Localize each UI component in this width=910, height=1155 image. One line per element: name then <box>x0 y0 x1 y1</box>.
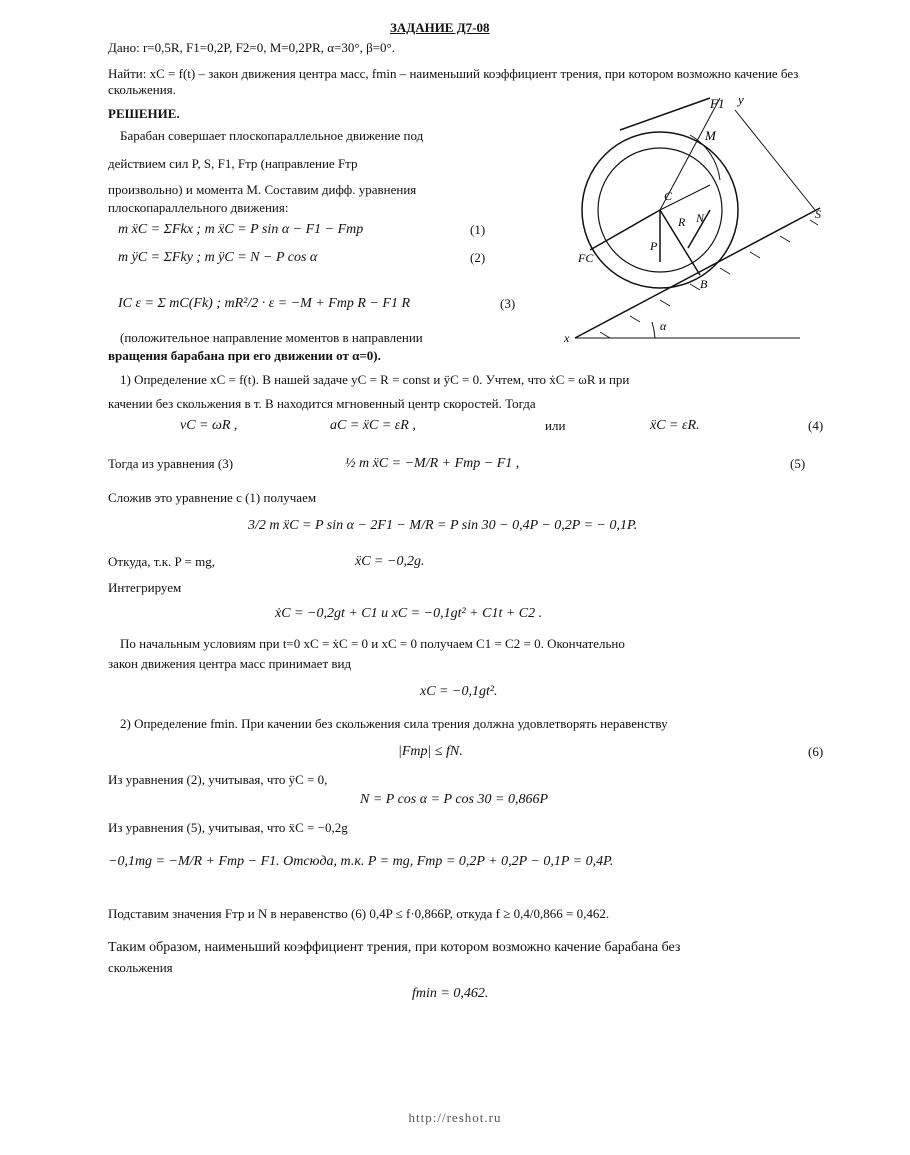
hence-equation: ẍC = −0,2g. <box>355 554 425 569</box>
intro-line-3: произвольно) и момента M. Составим дифф. уравнения <box>108 182 417 197</box>
label-p: P <box>650 239 658 253</box>
label-r: R <box>678 215 686 229</box>
conclusion-line-1: Таким образом, наименьший коэффициент трения, при котором возможно качение барабана без <box>108 940 681 955</box>
init-line-2: закон движения центра масс принимает вид <box>108 656 352 671</box>
init-line-1: По начальным условиям при t=0 xC = ẋC = 0 и xC = 0 получаем C1 = C2 = 0. Окончательно <box>120 636 625 651</box>
intro-line-2: действием сил P, S, F1, Fтр (направление Fтр <box>108 156 358 171</box>
normal-equation: N = P cos α = P cos 30 = 0,866P <box>360 792 549 807</box>
substitute-text: Подставим значения Fтр и N в неравенство (6) 0,4P ≤ f·0,866P, откуда f ≥ 0,4/0,866 = 0,462. <box>108 906 610 921</box>
part2-text: 2) Определение fmin. При качении без скольжения сила трения должна удовлетворять неравенству <box>120 716 668 731</box>
conclusion-line-2: скольжения <box>108 960 173 975</box>
label-n: N <box>696 211 705 225</box>
equation-2-number: (2) <box>470 250 486 265</box>
integrate-text: Интегрируем <box>108 580 182 595</box>
kin-2: aC = ẍC = εR , <box>330 418 416 433</box>
equation-1-number: (1) <box>470 222 486 237</box>
equation-3: IC ε = Σ mC(Fk) ; mR²/2 · ε = −M + Fтр R − F1 R <box>118 296 411 311</box>
friction-equation: −0,1mg = −M/R + Fтр − F1. Отсюда, т.к. P = mg, Fтр = 0,2P + 0,2P − 0,1P = 0,4P. <box>108 854 614 869</box>
motion-law: xC = −0,1gt². <box>420 684 498 699</box>
solution-label: РЕШЕНИЕ. <box>108 106 180 121</box>
inequality-number: (6) <box>808 744 824 759</box>
sum-lead: Сложив это уравнение с (1) получаем <box>108 490 317 505</box>
intro-line-4: плоскопараллельного движения: <box>108 200 289 215</box>
label-m: M <box>705 128 716 143</box>
from2-text: Из уравнения (2), учитывая, что ÿC = 0, <box>108 772 328 787</box>
footer-url: http://reshot.ru <box>408 1110 502 1125</box>
note-line-2: вращения барабана при его движении от α=0). <box>108 348 381 363</box>
label-s: S <box>815 207 821 221</box>
label-b: B <box>700 277 708 291</box>
equation-5: ½ m ẍC = −M/R + Fтр − F1 , <box>345 456 520 471</box>
part1-line-2: качении без скольжения в т. В находится мгновенный центр скоростей. Тогда <box>108 396 536 411</box>
equation-3-number: (3) <box>500 296 516 311</box>
given-text: Дано: r=0,5R, F1=0,2P, F2=0, M=0,2PR, α=30°, β=0°. <box>108 40 395 55</box>
part1-line-1: 1) Определение xC = f(t). В нашей задаче yC = R = const и ÿC = 0. Учтем, что ẋC = ωR и при <box>120 372 630 387</box>
label-x: x <box>564 331 570 345</box>
label-y: y <box>738 92 744 107</box>
page-title: ЗАДАНИЕ Д7-08 <box>390 20 490 35</box>
kin-1: vC = ωR , <box>180 418 238 433</box>
inequality: |Fтр| ≤ fN. <box>398 744 463 759</box>
integrate-equation: ẋC = −0,2gt + C1 и xC = −0,1gt² + C1t + C2 . <box>275 606 543 621</box>
eq5-lead: Тогда из уравнения (3) <box>108 456 234 471</box>
label-c: C <box>664 189 673 203</box>
drum-figure <box>560 90 850 350</box>
kin-number: (4) <box>808 418 824 433</box>
intro-line-1: Барабан совершает плоскопараллельное движение под <box>120 128 424 143</box>
from5-text: Из уравнения (5), учитывая, что ẍC = −0,2g <box>108 820 348 835</box>
kin-4: ẍC = εR. <box>650 418 700 433</box>
find-text: Найти: xC = f(t) – закон движения центра масс, fmin – наименьший коэффициент трения, при котором возможно качение без скольжения. <box>108 66 799 97</box>
equation-5-number: (5) <box>790 456 806 471</box>
note-line-1: (положительное направление моментов в направлении <box>120 330 423 345</box>
equation-1: m ẍC = ΣFkx ; m ẍC = P sin α − F1 − Fтр <box>118 222 364 237</box>
kin-3: или <box>545 418 566 433</box>
label-alpha: α <box>660 319 667 333</box>
hence-text: Откуда, т.к. P = mg, <box>108 554 215 569</box>
answer: fmin = 0,462. <box>412 986 489 1001</box>
sum-equation: 3/2 m ẍC = P sin α − 2F1 − M/R = P sin 30 − 0,4P − 0,2P = − 0,1P. <box>248 518 638 533</box>
label-fc: FC <box>578 251 594 265</box>
label-f1: F1 <box>710 96 725 111</box>
equation-2: m ÿC = ΣFky ; m ÿC = N − P cos α <box>118 250 318 265</box>
